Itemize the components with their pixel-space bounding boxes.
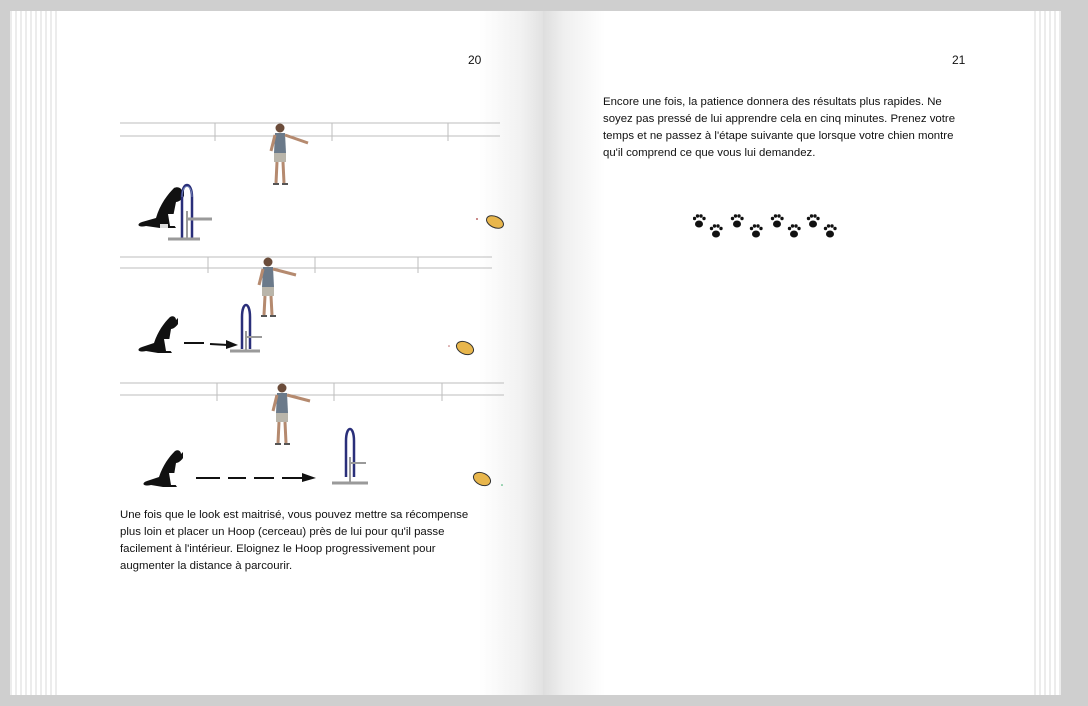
fence xyxy=(120,257,492,273)
treat-icon xyxy=(471,470,502,488)
page-number-left: 20 xyxy=(468,53,482,67)
page-edges-left xyxy=(10,11,58,695)
arrow-icon xyxy=(184,340,238,349)
training-step-2 xyxy=(120,257,492,357)
right-paragraph xyxy=(603,94,955,162)
left-paragraph xyxy=(120,507,468,575)
dog-hoop-training-diagram xyxy=(120,111,515,491)
treat-icon xyxy=(448,339,475,357)
paragraph-line: temps et ne passez à l'étape suivante que lorsque votre chien montre xyxy=(603,130,954,142)
paragraph-line: plus loin et placer un Hoop (cerceau) près de lui pour qu'il passe xyxy=(120,526,445,538)
paragraph-line: augmenter la distance à parcourir. xyxy=(120,560,293,572)
training-step-1 xyxy=(120,123,505,239)
page-edges-right xyxy=(1031,11,1061,695)
paragraph-line: qu'il comprend ce que vous lui demandez. xyxy=(603,147,816,159)
dog-icon xyxy=(139,316,178,353)
paragraph-line: facilement à l'intérieur. Eloignez le Hoop progressivement pour xyxy=(120,543,436,555)
trainer-figure xyxy=(273,384,310,445)
fence xyxy=(120,383,504,401)
paragraph-line: Une fois que le look est maitrisé, vous pouvez mettre sa récompense xyxy=(120,509,469,521)
arrow-head xyxy=(302,473,316,482)
paragraph-line: soyez pas pressé de lui apprendre cela en cinq minutes. Prenez votre xyxy=(603,113,956,125)
left-page xyxy=(10,11,543,695)
trainer-figure xyxy=(271,124,308,185)
trainer-figure xyxy=(259,258,296,317)
right-page xyxy=(543,11,1061,695)
paw-prints-icon xyxy=(693,209,843,245)
hoop-icon xyxy=(332,429,368,483)
page-number-right: 21 xyxy=(952,53,966,67)
treat-icon xyxy=(476,213,505,231)
paragraph-line: Encore une fois, la patience donnera des résultats plus rapides. Ne xyxy=(603,96,942,108)
open-book xyxy=(10,11,1061,695)
dog-icon xyxy=(139,187,184,228)
dog-icon xyxy=(144,450,183,487)
fence xyxy=(120,123,500,141)
training-step-3 xyxy=(120,383,504,488)
